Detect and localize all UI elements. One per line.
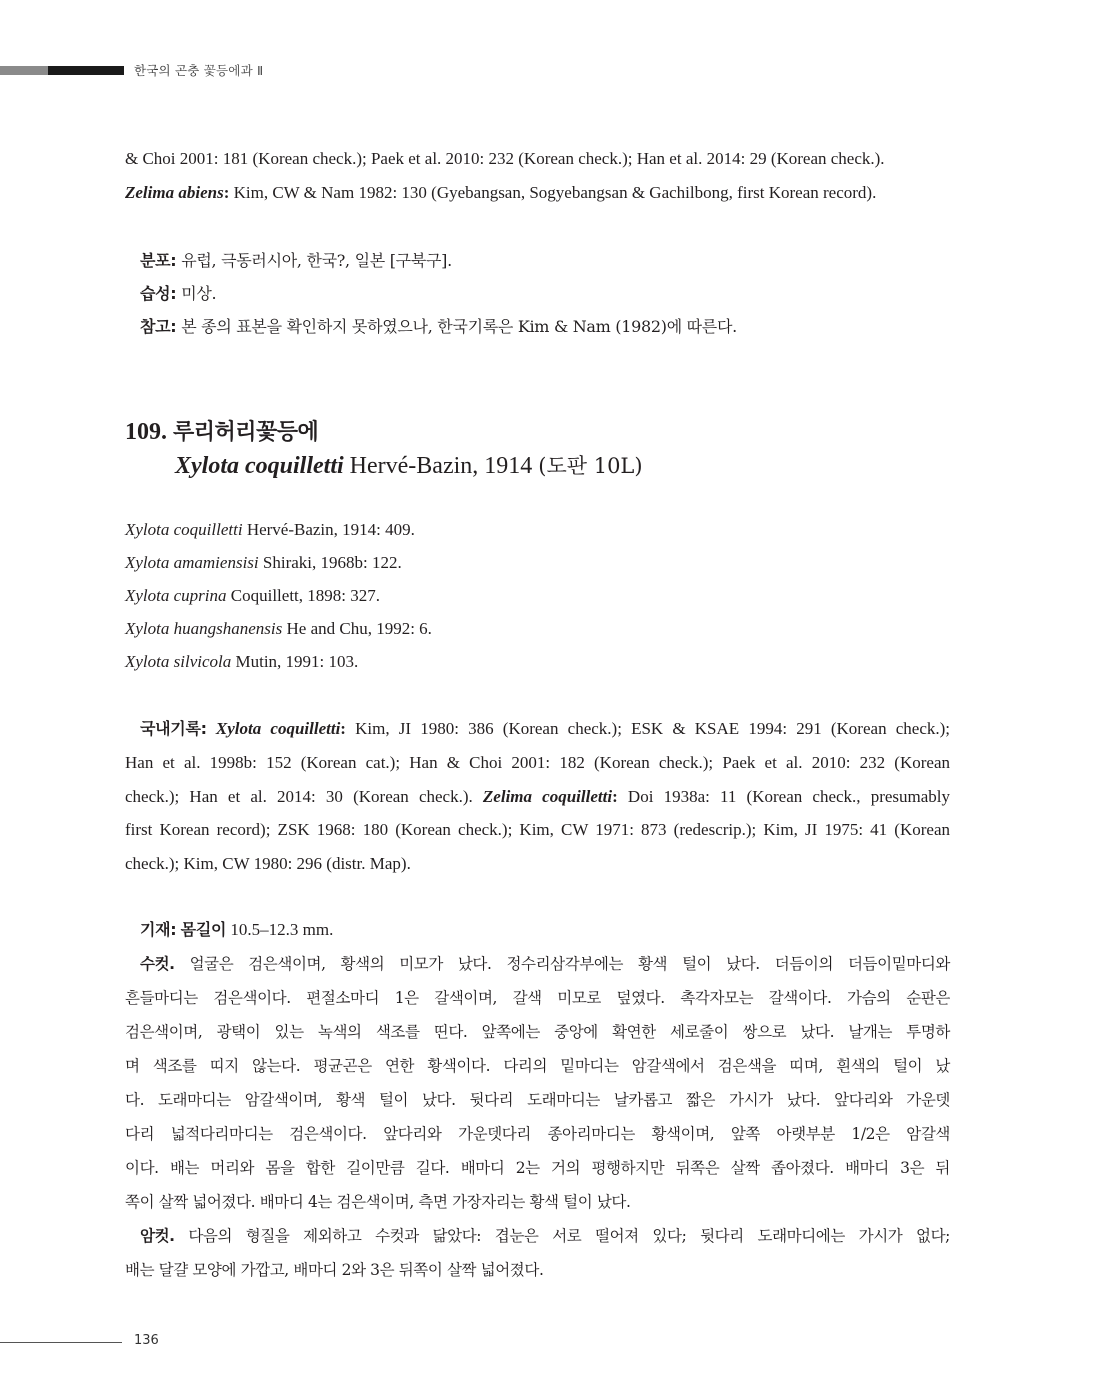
male-desc-line: 검은색이며, 광택이 있는 녹색의 색조를 띤다. 앞쪽에는 중앙에 확연한 세로줄이 쌍으로 났다. 날개는 투명하: [125, 1023, 950, 1041]
description-label: 기재:: [140, 920, 177, 939]
species-scientific-name: Xylota coquilletti: [175, 453, 344, 479]
species-scientific-line: [175, 450, 643, 480]
distribution-label: 분포:: [140, 251, 177, 270]
male-desc-line: 흔들마디는 검은색이다. 편절소마디 1은 갈색이며, 갈색 미모로 덮였다. 촉각자모는 갈색이다. 가슴의 순판은: [125, 989, 950, 1007]
records-line-5: check.); Kim, CW 1980: 296 (distr. Map).: [125, 854, 411, 873]
male-desc-line: 이다. 배는 머리와 몸을 합한 길이만큼 길다. 배마디 2는 거의 평행하지만 뒤쪽은 살짝 좁아졌다. 배마디 3은 뒤: [125, 1159, 950, 1177]
plate-reference: (도판 10L): [538, 454, 643, 478]
female-desc-line: 암컷. 다음의 형질을 제외하고 수컷과 닮았다: 겹눈은 서로 떨어져 있다; 뒷다리 도래마디에는 가시가 없다;: [140, 1227, 951, 1245]
male-desc-line: 다리 넓적다리마디는 검은색이다. 앞다리와 가운뎃다리 종아리마디는 황색이며, 앞쪽 아랫부분 1/2은 암갈색: [125, 1125, 950, 1143]
habit: 습성: 미상.: [140, 284, 217, 303]
species-korean-name: 루리허리꽃등에: [173, 420, 319, 445]
species-heading: [125, 415, 318, 446]
male-desc-line: 며 색조를 띠지 않는다. 평균곤은 연한 황색이다. 다리의 밑마디는 암갈색에서 검은색을 띠며, 흰색의 털이 났: [125, 1057, 950, 1075]
prev-records-line-1: & Choi 2001: 181 (Korean check.); Paek et al. 2010: 232 (Korean check.); Han et al. 2014: 29 (Korean check.).: [125, 149, 885, 168]
records-label: 국내기록:: [140, 719, 207, 738]
species-number: 109.: [125, 419, 167, 445]
synonym-entry: Xylota amamiensisi Shiraki, 1968b: 122.: [125, 553, 402, 572]
male-desc-line: 다. 도래마디는 암갈색이며, 황색 털이 났다. 뒷다리 도래마디는 날카롭고 짧은 가시가 났다. 앞다리와 가운뎃: [125, 1091, 950, 1109]
synonym-entry: Xylota huangshanensis He and Chu, 1992: 6.: [125, 619, 432, 638]
records-line-4: first Korean record); ZSK 1968: 180 (Korean check.); Kim, CW 1971: 873 (redescrip.); Kim, JI 1975: 41 (Korean: [125, 820, 950, 839]
volume-title: 꽃등에과 Ⅱ: [203, 63, 264, 78]
male-desc-line: 쪽이 살짝 넓어졌다. 배마디 4는 검은색이며, 측면 가장자리는 황색 털이 났다.: [125, 1193, 631, 1211]
note: 참고: 본 종의 표본을 확인하지 못하였으나, 한국기록은 Kim & Nam (1982)에 따른다.: [140, 317, 737, 336]
synonym-entry: Xylota coquilletti Hervé-Bazin, 1914: 409.: [125, 520, 415, 539]
synonym-entry: Xylota cuprina Coquillett, 1898: 327.: [125, 586, 380, 605]
distribution: 분포: 유럽, 극동러시아, 한국?, 일본 [구북구].: [140, 251, 452, 270]
female-label: 암컷.: [140, 1227, 175, 1245]
note-label: 참고:: [140, 317, 177, 336]
records-line-3: check.); Han et al. 2014: 30 (Korean check.). Zelima coquilletti: Doi 1938a: 11 (Korean check., presumably: [125, 787, 951, 806]
header-bar-black: [48, 66, 124, 75]
footer-rule: [0, 1342, 122, 1343]
records-line-1: 국내기록: Xylota coquilletti: Kim, JI 1980: 386 (Korean check.); ESK & KSAE 1994: 291 (Korean check.);: [140, 719, 951, 738]
description-header: [140, 913, 950, 947]
prev-records-line-2: Zelima abiens: Kim, CW & Nam 1982: 130 (Gyebangsan, Sogyebangsan & Gachilbong, first Korean record).: [125, 183, 877, 202]
species-author: Hervé-Bazin, 1914: [349, 453, 533, 479]
body-length-value: 10.5–12.3 mm.: [230, 920, 334, 939]
body-length-label: 몸길이: [180, 920, 227, 939]
male-label: 수컷.: [140, 955, 175, 973]
female-desc-line: 배는 달걀 모양에 가깝고, 배마디 2와 3은 뒤쪽이 살짝 넓어졌다.: [125, 1261, 544, 1279]
synonym-name: Zelima abiens: [125, 183, 224, 202]
synonym-entry: Xylota silvicola Mutin, 1991: 103.: [125, 652, 359, 671]
page-number: 136: [134, 1333, 159, 1348]
book-title: 한국의 곤충: [134, 63, 200, 78]
male-desc-line: 수컷. 얼굴은 검은색이며, 황색의 미모가 났다. 정수리삼각부에는 황색 털이 났다. 더듬이의 더듬이밑마디와: [140, 955, 950, 973]
header-bar-gray: [0, 66, 48, 75]
habit-label: 습성:: [140, 284, 177, 303]
running-header: [134, 61, 263, 79]
records-line-2: Han et al. 1998b: 152 (Korean cat.); Han & Choi 2001: 182 (Korean check.); Paek et al. 2010: 232 (Korean: [125, 753, 950, 772]
